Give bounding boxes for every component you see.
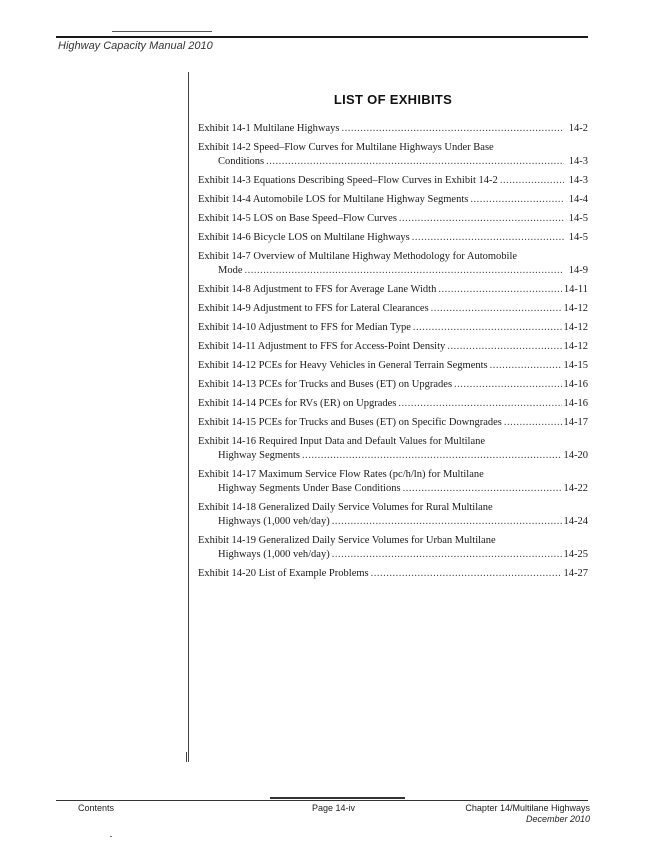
- toc-entry-title: Exhibit 14-13 PCEs for Trucks and Buses (ET) on Upgrades: [198, 379, 453, 390]
- toc-entry-page: 14-27: [563, 568, 588, 579]
- dot-leader: [332, 548, 562, 562]
- toc-entry[interactable]: [198, 250, 588, 278]
- footer-rule: [56, 800, 588, 801]
- toc-entry-page: 14-11: [563, 284, 588, 295]
- footer-chapter: Chapter 14/Multilane Highways: [465, 803, 590, 813]
- footer-date: December 2010: [525, 814, 590, 824]
- dot-leader: [470, 193, 564, 207]
- toc-entry-title: Exhibit 14-4 Automobile LOS for Multilane Highway Segments: [198, 194, 469, 205]
- toc-entry-page: 14-12: [563, 341, 588, 352]
- toc-entry-page: 14-9: [568, 265, 588, 276]
- dot-leader: [447, 340, 561, 354]
- toc-entry-page: 14-16: [563, 379, 588, 390]
- toc-entry[interactable]: [198, 359, 588, 373]
- dot-leader: [302, 449, 562, 463]
- dot-leader: [490, 359, 562, 373]
- toc-entry[interactable]: [198, 468, 588, 496]
- dot-leader: [332, 515, 562, 529]
- footer-rule-accent: [270, 797, 405, 799]
- toc-entry-page: 14-12: [563, 303, 588, 314]
- toc-entry[interactable]: [198, 231, 588, 245]
- toc-entry-title: Highways (1,000 veh/day): [218, 516, 330, 527]
- toc-entry-page: 14-4: [568, 194, 588, 205]
- toc-entry-page: 14-5: [568, 213, 588, 224]
- toc-entry-page: 14-2: [568, 123, 588, 134]
- margin-rule: [188, 72, 189, 762]
- footer-page-number: Page 14-iv: [312, 803, 356, 813]
- toc-entry-title: Exhibit 14-10 Adjustment to FFS for Median Type: [198, 322, 411, 333]
- page-title: LIST OF EXHIBITS: [333, 92, 453, 107]
- toc-entry[interactable]: [198, 141, 588, 169]
- dot-leader: [399, 212, 564, 226]
- toc-entry-title: Exhibit 14-14 PCEs for RVs (ER) on Upgrades: [198, 398, 397, 409]
- toc-entry-title: Exhibit 14-16 Required Input Data and Default Values for Multilane: [198, 436, 486, 447]
- toc-entry-page: 14-20: [563, 450, 588, 461]
- dot-leader: [266, 155, 564, 169]
- toc-entry-title: Exhibit 14-7 Overview of Multilane Highway Methodology for Automobile: [198, 251, 518, 262]
- toc-entry[interactable]: [198, 534, 588, 562]
- dot-leader: [398, 397, 561, 411]
- running-head: Highway Capacity Manual 2010: [58, 40, 213, 52]
- dot-leader: [438, 283, 562, 297]
- scan-speck: [110, 836, 112, 837]
- toc-entry-title: Exhibit 14-12 PCEs for Heavy Vehicles in General Terrain Segments: [198, 360, 488, 371]
- toc-entry-page: 14-3: [568, 175, 588, 186]
- toc-entry[interactable]: [198, 567, 588, 581]
- toc-entry[interactable]: [198, 212, 588, 226]
- dot-leader: [341, 122, 564, 136]
- dot-leader: [413, 321, 562, 335]
- toc-entry[interactable]: [198, 122, 588, 136]
- toc-entry[interactable]: [198, 397, 588, 411]
- toc-entry-title: Exhibit 14-6 Bicycle LOS on Multilane Highways: [198, 232, 410, 243]
- toc-entry[interactable]: [198, 501, 588, 529]
- toc-entry-title: Exhibit 14-15 PCEs for Trucks and Buses (ET) on Specific Downgrades: [198, 417, 502, 428]
- toc-entry-title: Exhibit 14-20 List of Example Problems: [198, 568, 369, 579]
- toc-entry-title: Exhibit 14-9 Adjustment to FFS for Lateral Clearances: [198, 303, 429, 314]
- toc-entry-title: Exhibit 14-11 Adjustment to FFS for Access-Point Density: [198, 341, 446, 352]
- margin-rule-tick: [186, 752, 187, 762]
- toc-entry-page: 14-5: [568, 232, 588, 243]
- header-rule-accent: [112, 31, 212, 32]
- toc-entry-title: Highways (1,000 veh/day): [218, 549, 330, 560]
- footer-section: Contents: [78, 803, 115, 813]
- toc-entry-title: Mode: [218, 265, 243, 276]
- toc-entry-title: Exhibit 14-18 Generalized Daily Service Volumes for Rural Multilane: [198, 502, 493, 513]
- dot-leader: [504, 416, 562, 430]
- dot-leader: [403, 482, 562, 496]
- toc-entry-title: Highway Segments Under Base Conditions: [218, 483, 401, 494]
- toc-entry-title: Exhibit 14-3 Equations Describing Speed–Flow Curves in Exhibit 14-2: [198, 175, 498, 186]
- toc-entry[interactable]: [198, 321, 588, 335]
- dot-leader: [245, 264, 565, 278]
- dot-leader: [371, 567, 562, 581]
- toc-entry[interactable]: [198, 340, 588, 354]
- dot-leader: [500, 174, 564, 188]
- toc-entry-title: Exhibit 14-1 Multilane Highways: [198, 123, 340, 134]
- dot-leader: [454, 378, 561, 392]
- toc-entry-page: 14-16: [563, 398, 588, 409]
- toc-entry[interactable]: [198, 378, 588, 392]
- toc-entry-title: Exhibit 14-2 Speed–Flow Curves for Multilane Highways Under Base: [198, 142, 494, 153]
- toc-entry-page: 14-17: [563, 417, 588, 428]
- dot-leader: [412, 231, 564, 245]
- toc-entry-title: Highway Segments: [218, 450, 300, 461]
- toc-entry-title: Exhibit 14-8 Adjustment to FFS for Average Lane Width: [198, 284, 437, 295]
- toc-entry[interactable]: [198, 435, 588, 463]
- toc-entry-page: 14-12: [563, 322, 588, 333]
- toc-entry-title: Conditions: [218, 156, 265, 167]
- header-rule: [56, 36, 588, 38]
- exhibit-list: [198, 122, 588, 586]
- toc-entry[interactable]: [198, 193, 588, 207]
- toc-entry-page: 14-3: [568, 156, 588, 167]
- dot-leader: [431, 302, 562, 316]
- toc-entry[interactable]: [198, 174, 588, 188]
- toc-entry[interactable]: [198, 283, 588, 297]
- toc-entry[interactable]: [198, 302, 588, 316]
- toc-entry-title: Exhibit 14-17 Maximum Service Flow Rates (pc/h/ln) for Multilane: [198, 469, 484, 480]
- toc-entry-page: 14-24: [563, 516, 588, 527]
- toc-entry-page: 14-25: [563, 549, 588, 560]
- toc-entry[interactable]: [198, 416, 588, 430]
- toc-entry-page: 14-15: [563, 360, 588, 371]
- toc-entry-title: Exhibit 14-19 Generalized Daily Service Volumes for Urban Multilane: [198, 535, 496, 546]
- toc-entry-page: 14-22: [563, 483, 588, 494]
- toc-entry-title: Exhibit 14-5 LOS on Base Speed–Flow Curves: [198, 213, 397, 224]
